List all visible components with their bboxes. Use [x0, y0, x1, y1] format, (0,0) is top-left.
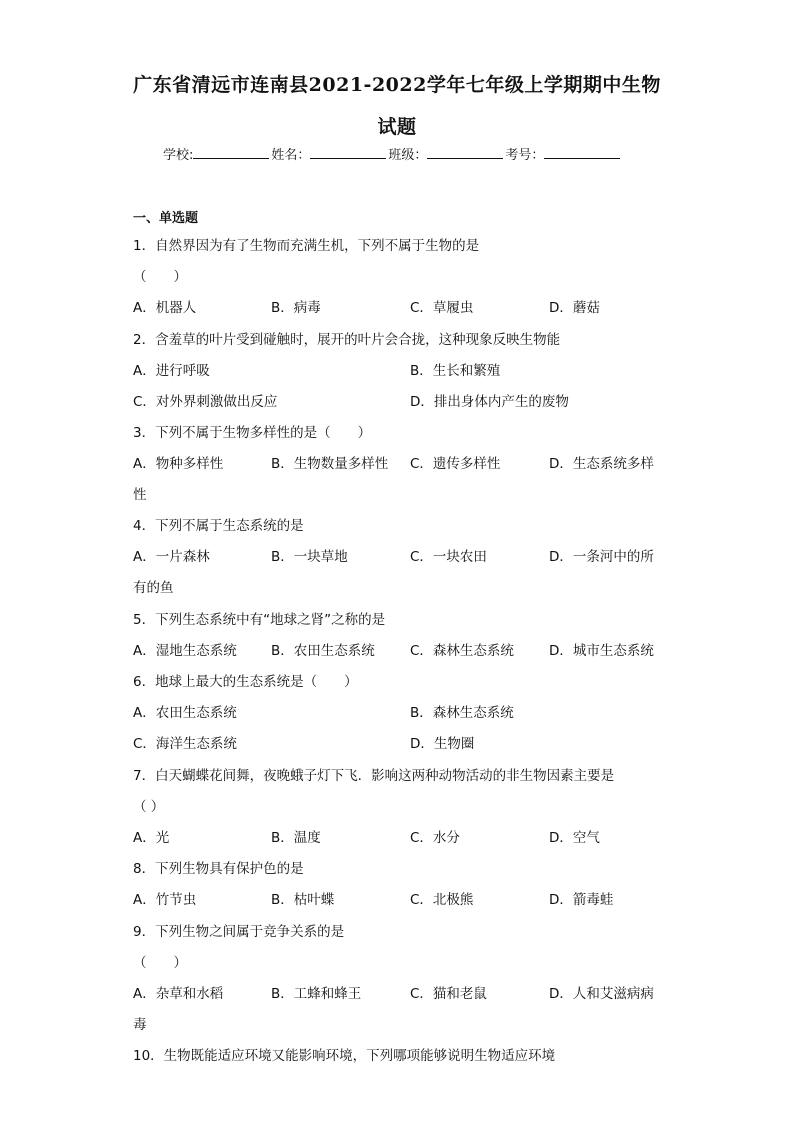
option-b[interactable]: B．农田生态系统 [271, 643, 375, 659]
question-stem: 7．白天蝴蝶花间舞，夜晚蛾子灯下飞．影响这两种动物活动的非生物因素主要是 [133, 768, 615, 784]
option-continuation: 有的鱼 [133, 580, 174, 596]
option-a[interactable]: A．物种多样性 [133, 456, 224, 472]
option-a[interactable]: A．湿地生态系统 [133, 643, 237, 659]
question-stem: 3．下列不属于生物多样性的是（ ） [133, 425, 372, 441]
option-c[interactable]: C．森林生态系统 [410, 643, 514, 659]
option-b[interactable]: B．生物数量多样性 [271, 456, 389, 472]
option-b[interactable]: B．工蜂和蜂王 [271, 986, 362, 1002]
option-c[interactable]: C．猫和老鼠 [410, 986, 487, 1002]
option-row [133, 732, 673, 752]
option-d[interactable]: D．生物圈 [410, 736, 475, 752]
option-d[interactable]: D．箭毒蛙 [549, 892, 614, 908]
question-stem: 6．地球上最大的生态系统是（ ） [133, 674, 358, 690]
question-stem-continuation: （ ） [133, 955, 187, 971]
option-row [133, 888, 673, 908]
option-c[interactable]: C．一块农田 [410, 549, 487, 565]
option-d[interactable]: D．人和艾滋病病 [549, 986, 654, 1002]
class-label: 班级： [388, 148, 428, 163]
option-continuation: 性 [133, 487, 147, 503]
name-label: 姓名： [271, 148, 311, 163]
option-row [133, 545, 673, 565]
option-row [133, 390, 673, 410]
exam-number-label: 考号： [505, 148, 545, 163]
question-stem: 2．含羞草的叶片受到碰触时，展开的叶片会合拢，这种现象反映生物能 [133, 332, 561, 348]
option-a[interactable]: A．进行呼吸 [133, 363, 210, 379]
option-row [133, 639, 673, 659]
option-c[interactable]: C．北极熊 [410, 892, 474, 908]
option-row [133, 826, 673, 846]
question-stem: 10．生物既能适应环境又能影响环境，下列哪项能够说明生物适应环境 [133, 1048, 556, 1064]
option-d[interactable]: D．一条河中的所 [549, 549, 654, 565]
exam-title-line2: 试题 [377, 116, 417, 138]
option-a[interactable]: A．机器人 [133, 300, 197, 316]
option-a[interactable]: A．一片森林 [133, 549, 210, 565]
option-b[interactable]: B．一块草地 [271, 549, 348, 565]
option-a[interactable]: A．农田生态系统 [133, 705, 237, 721]
school-blank[interactable] [193, 144, 269, 159]
option-c[interactable]: C．对外界刺激做出反应 [133, 394, 278, 410]
option-c[interactable]: C．草履虫 [410, 300, 474, 316]
option-b[interactable]: B．病毒 [271, 300, 321, 316]
section-title: 一、单选题 [133, 211, 199, 226]
question-stem: 9．下列生物之间属于竞争关系的是 [133, 924, 345, 940]
option-c[interactable]: C．遗传多样性 [410, 456, 501, 472]
option-d[interactable]: D．城市生态系统 [549, 643, 654, 659]
class-blank[interactable] [427, 144, 503, 159]
question-stem: 5．下列生态系统中有“地球之肾”之称的是 [133, 612, 386, 628]
option-b[interactable]: B．生长和繁殖 [410, 363, 501, 379]
option-a[interactable]: A．杂草和水稻 [133, 986, 224, 1002]
option-b[interactable]: B．温度 [271, 830, 321, 846]
question-stem-continuation: （ ） [133, 799, 165, 815]
option-b[interactable]: B．枯叶蝶 [271, 892, 335, 908]
option-continuation: 毒 [133, 1017, 147, 1033]
question-stem: 1．自然界因为有了生物而充满生机，下列不属于生物的是 [133, 238, 480, 254]
school-label: 学校: [163, 148, 194, 163]
option-row [133, 359, 673, 379]
option-b[interactable]: B．森林生态系统 [410, 705, 514, 721]
option-row [133, 452, 673, 472]
option-row [133, 982, 673, 1002]
student-info-row [163, 144, 622, 163]
option-c[interactable]: C．海洋生态系统 [133, 736, 237, 752]
question-stem: 8．下列生物具有保护色的是 [133, 861, 304, 877]
option-c[interactable]: C．水分 [410, 830, 460, 846]
option-a[interactable]: A．光 [133, 830, 170, 846]
question-stem: 4．下列不属于生态系统的是 [133, 518, 304, 534]
option-d[interactable]: D．蘑菇 [549, 300, 600, 316]
exam-number-blank[interactable] [544, 144, 620, 159]
name-blank[interactable] [310, 144, 386, 159]
exam-title-line1: 广东省清远市连南县2021-2022学年七年级上学期期中生物 [133, 74, 661, 96]
option-d[interactable]: D．生态系统多样 [549, 456, 654, 472]
option-a[interactable]: A．竹节虫 [133, 892, 197, 908]
option-d[interactable]: D．空气 [549, 830, 600, 846]
option-row [133, 701, 673, 721]
option-row [133, 296, 673, 316]
question-stem-continuation: （ ） [133, 269, 187, 285]
option-d[interactable]: D．排出身体内产生的废物 [410, 394, 569, 410]
